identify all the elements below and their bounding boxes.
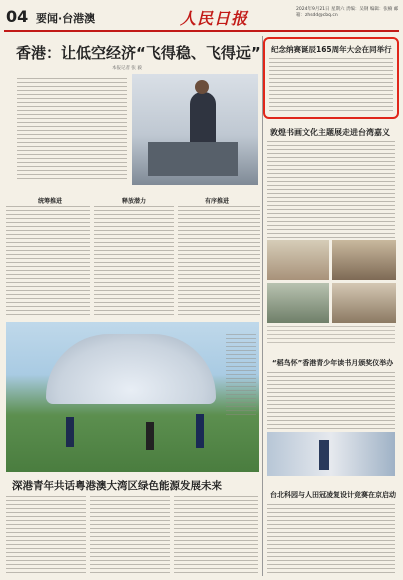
exhibition-photo-4	[332, 283, 396, 323]
exhibition-caption	[267, 326, 395, 344]
photo-machine	[148, 142, 238, 176]
section-title: 要闻·台港澳	[36, 12, 96, 25]
newspaper-logo: 人民日报	[180, 9, 249, 28]
sports-column-3	[174, 496, 258, 574]
header-meta: 2024年9月21日 星期六 责编：吴钢 编辑：张楠 邮箱：zhsdd@cbq.cn	[296, 7, 399, 18]
right-story-3-headline: 台北科园与人田冠凌复设计竞赛在京启动	[270, 491, 396, 499]
right-story-2-text	[267, 372, 395, 430]
right-story-1-headline: 敦煌书画文化主题展走进台湾嘉义	[270, 128, 390, 137]
award-person	[319, 440, 329, 470]
subhead-3: 有序推进	[205, 198, 230, 205]
lead-column-3	[178, 206, 260, 316]
page-header	[4, 4, 399, 32]
sports-column-1	[6, 496, 86, 574]
photo-person-head	[195, 80, 209, 94]
highlight-headline: 纪念纳赛诞辰165周年大会在同举行	[271, 45, 392, 54]
photo-caption-text	[226, 334, 256, 416]
column-divider	[262, 36, 263, 576]
right-story-2-headline: “稻鸟怀”香港青少年读书月颁奖仪举办	[272, 359, 394, 367]
player-3	[196, 414, 204, 448]
stadium-photo	[6, 322, 259, 472]
right-story-1-text	[267, 141, 395, 239]
player-1	[66, 417, 74, 447]
page-number: 04	[6, 7, 29, 26]
subhead-2: 释放潜力	[122, 198, 147, 205]
lead-headline: 香港：让低空经济“飞得稳、飞得远”	[16, 44, 261, 62]
lead-intro-text	[17, 78, 127, 181]
highlight-frame	[263, 37, 399, 119]
sports-headline: 深港青年共话粤港澳大湾区绿色能源发展未来	[12, 480, 222, 492]
subhead-1: 统筹推进	[38, 198, 63, 205]
sports-column-2	[90, 496, 170, 574]
exhibition-photo-2	[332, 240, 396, 280]
lead-column-2	[94, 206, 174, 316]
lead-photo	[132, 74, 258, 185]
player-2	[146, 422, 154, 450]
stadium-dome	[46, 334, 216, 404]
exhibition-photo-3	[267, 283, 329, 323]
lead-column-1	[6, 206, 90, 316]
exhibition-photo-1	[267, 240, 329, 280]
right-story-3-text	[267, 504, 395, 574]
award-photo	[267, 432, 395, 476]
lead-byline: 本报记者 张 毅	[112, 66, 142, 71]
